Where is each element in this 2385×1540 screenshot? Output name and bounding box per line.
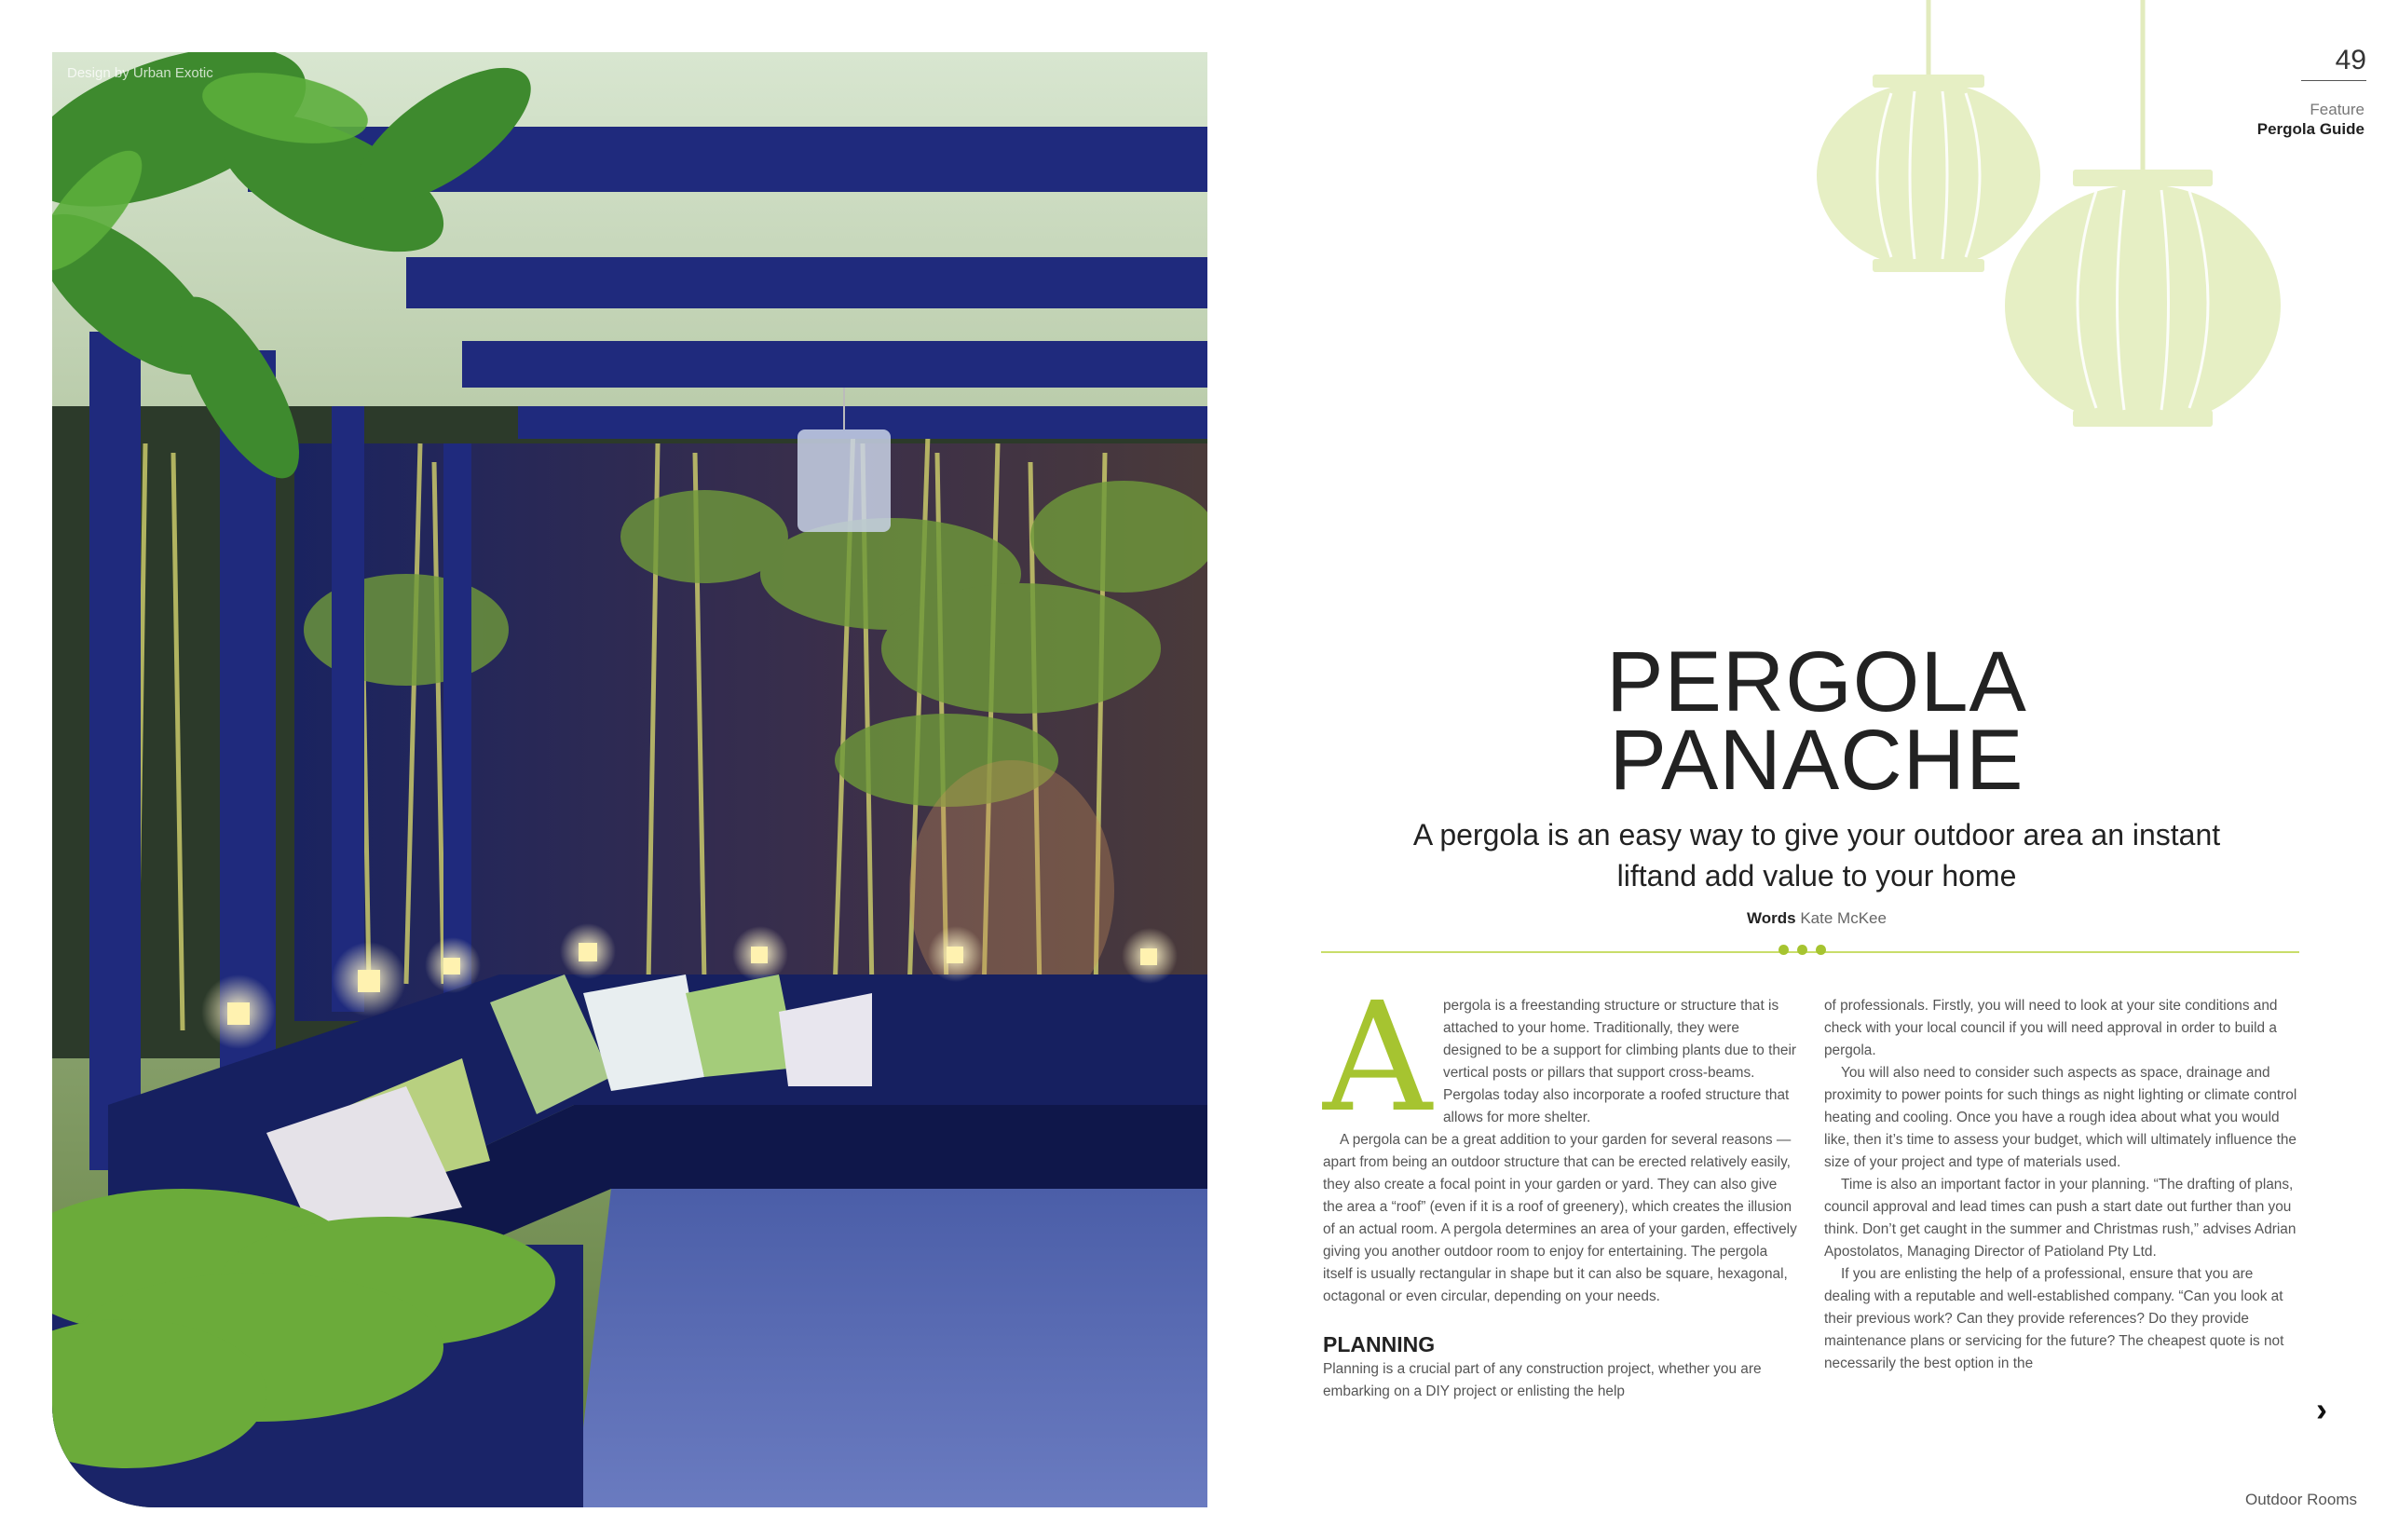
section-title: Pergola Guide xyxy=(2256,120,2365,138)
paper-lantern-illustration xyxy=(1807,0,2292,429)
pergola-garden-illustration xyxy=(52,52,1207,1507)
divider-dot xyxy=(1816,945,1826,955)
subheading-planning: PLANNING xyxy=(1323,1332,1436,1356)
article-headline xyxy=(1304,634,2329,808)
article-deck: A pergola is an easy way to give your outdoor area an instant liftand add value to your home xyxy=(1412,818,2221,893)
body-paragraph: A pergola can be a great addition to your garden for several reasons — apart from being an outdoor structure that can be erected relatively easily, they also create a focal point in your garden or yard. They can also give the area a “roof” (even if it is a roof of greenery), which creates the illusion of an actual room. A pergola determines an area of your garden, effectively giving you another outdoor room to enjoy for entertaining. The pergola itself is usually rectangular in shape but it can also be square, hexagonal, octagonal or even circular, depending on your needs. xyxy=(1323,1132,1797,1304)
body-column-2 xyxy=(1824,995,2299,1375)
body-paragraph: Time is also an important factor in your planning. “The drafting of plans, council approval and lead times can push a start date out further than you think. Don’t get caught in the summer and Christmas rush,” advises Adrian Apostolatos, Managing Director of Patioland Pty Ltd. xyxy=(1824,1177,2296,1260)
body-paragraph: If you are enlisting the help of a professional, ensure that you are dealing with a reputable and well-established company. “Can you look at their previous work? Can they provide references? Do they provide maintenance plans or servicing for the future? The cheapest quote is not necessarily the best option in the xyxy=(1824,1266,2284,1371)
photo-credit: Design by Urban Exotic xyxy=(67,65,213,81)
byline-label: Words xyxy=(1747,909,1796,927)
divider-dot xyxy=(1779,945,1789,955)
divider-rule xyxy=(1321,951,2299,953)
section-label: Feature xyxy=(2310,101,2365,118)
headline-line-2: PANACHE xyxy=(1609,713,2024,808)
chevron-right-icon[interactable]: › xyxy=(2316,1390,2327,1428)
body-paragraph: Planning is a crucial part of any construction project, whether you are embarking on a DIY project or enlisting the help xyxy=(1323,1361,1762,1399)
body-paragraph: You will also need to consider such aspects as space, drainage and proximity to power points for such things as night lighting or climate control heating and cooling. Once you have a rough idea about what you would like, then it’s time to assess your budget, which will ultimately influence the size of your project and type of materials used. xyxy=(1824,1065,2297,1170)
body-column-1 xyxy=(1323,971,1798,1403)
drop-cap: A xyxy=(1323,971,1432,1146)
body-paragraph: pergola is a freestanding structure or structure that is attached to your home. Traditionally, they were designed to be a support for climbing plants due to their vertical posts or pillars that support cross-beams. Pergolas today also incorporate a roofed structure that allows for more shelter. xyxy=(1443,998,1797,1125)
byline-author: Kate McKee xyxy=(1800,909,1887,927)
byline xyxy=(1584,909,2050,928)
page-number: 49 xyxy=(2301,45,2366,81)
body-paragraph: of professionals. Firstly, you will need to look at your site conditions and check with your local council if you will need approval in order to build a pergola. xyxy=(1824,998,2278,1058)
publication-footer: Outdoor Rooms xyxy=(2245,1491,2357,1508)
divider-dot xyxy=(1797,945,1807,955)
garden-photo xyxy=(52,52,1207,1507)
headline-line-1: PERGOLA xyxy=(1606,634,2027,729)
